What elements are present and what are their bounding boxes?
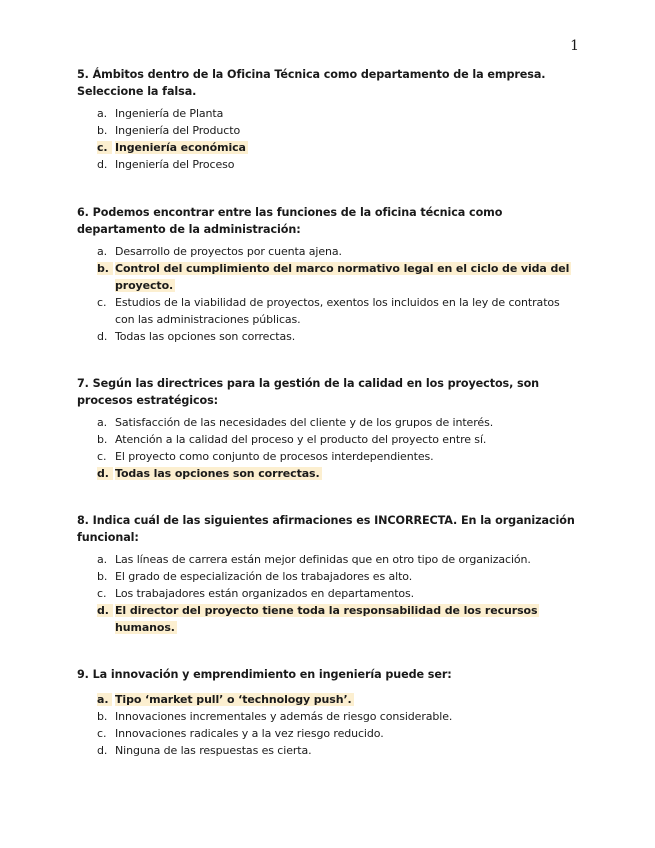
option-letter: d. bbox=[97, 158, 108, 171]
option-b bbox=[77, 708, 577, 725]
option-letter: b. bbox=[97, 570, 108, 583]
option-letter: b. bbox=[97, 124, 108, 137]
option-a bbox=[77, 551, 577, 568]
question-5 bbox=[77, 66, 577, 173]
option-c-correct bbox=[77, 139, 577, 156]
option-c bbox=[77, 294, 577, 328]
question-title: 7. Según las directrices para la gestión de la calidad en los proyectos, son procesos estratégicos: bbox=[77, 377, 540, 407]
answer-options bbox=[77, 691, 577, 759]
option-text: El grado de especialización de los trabajadores es alto. bbox=[115, 570, 413, 583]
option-d bbox=[77, 328, 577, 345]
option-text: Control del cumplimiento del marco normativo legal en el ciclo de vida del proyecto. bbox=[115, 262, 570, 292]
answer-options bbox=[77, 105, 577, 173]
option-d bbox=[77, 156, 577, 173]
question-7 bbox=[77, 375, 577, 482]
option-a-correct bbox=[77, 691, 577, 708]
question-title: 8. Indica cuál de las siguientes afirmaciones es INCORRECTA. En la organización funcional: bbox=[77, 514, 575, 544]
option-d bbox=[77, 742, 577, 759]
answer-options bbox=[77, 414, 577, 482]
option-c bbox=[77, 448, 577, 465]
option-text: Estudios de la viabilidad de proyectos, exentos los incluidos en la ley de contratos con las administraciones públicas. bbox=[115, 296, 560, 326]
option-letter: c. bbox=[77, 139, 115, 156]
question-title: 6. Podemos encontrar entre las funciones de la oficina técnica como departamento de la administración: bbox=[77, 206, 503, 236]
option-text: Los trabajadores están organizados en departamentos. bbox=[115, 587, 415, 600]
answer-options bbox=[77, 243, 577, 345]
option-text: Atención a la calidad del proceso y el producto del proyecto entre sí. bbox=[115, 433, 487, 446]
option-letter: c. bbox=[97, 587, 107, 600]
question-title: 5. Ámbitos dentro de la Oficina Técnica como departamento de la empresa. Seleccione la falsa. bbox=[77, 68, 546, 98]
page-number: 1 bbox=[570, 38, 579, 54]
option-letter: a. bbox=[97, 416, 108, 429]
option-letter: d. bbox=[77, 465, 115, 482]
option-c bbox=[77, 585, 577, 602]
option-text: Ninguna de las respuestas es cierta. bbox=[115, 744, 312, 757]
option-d-correct bbox=[77, 465, 577, 482]
option-text: Innovaciones incrementales y además de riesgo considerable. bbox=[115, 710, 453, 723]
option-b-correct bbox=[77, 260, 577, 294]
option-text: Ingeniería del Proceso bbox=[115, 158, 235, 171]
option-text: Ingeniería de Planta bbox=[115, 107, 224, 120]
option-text: Tipo ‘market pull’ o ‘technology push’. bbox=[115, 693, 352, 706]
option-letter: c. bbox=[97, 727, 107, 740]
question-title: 9. La innovación y emprendimiento en ingeniería puede ser: bbox=[77, 668, 452, 681]
answer-options bbox=[77, 551, 577, 636]
option-letter: d. bbox=[97, 744, 108, 757]
option-text: Las líneas de carrera están mejor definidas que en otro tipo de organización. bbox=[115, 553, 531, 566]
option-letter: c. bbox=[97, 296, 107, 309]
option-text: Todas las opciones son correctas. bbox=[115, 330, 296, 343]
option-letter: b. bbox=[97, 710, 108, 723]
option-letter: c. bbox=[97, 450, 107, 463]
question-9 bbox=[77, 666, 577, 759]
option-b bbox=[77, 568, 577, 585]
option-text: El director del proyecto tiene toda la responsabilidad de los recursos humanos. bbox=[115, 604, 538, 634]
option-b bbox=[77, 122, 577, 139]
option-letter: a. bbox=[77, 691, 115, 708]
option-text: Todas las opciones son correctas. bbox=[115, 467, 320, 480]
option-text: El proyecto como conjunto de procesos interdependientes. bbox=[115, 450, 434, 463]
option-letter: a. bbox=[97, 107, 108, 120]
option-a bbox=[77, 414, 577, 431]
option-d-correct bbox=[77, 602, 577, 636]
option-a bbox=[77, 105, 577, 122]
question-8 bbox=[77, 512, 577, 636]
option-letter: b. bbox=[97, 433, 108, 446]
option-text: Satisfacción de las necesidades del cliente y de los grupos de interés. bbox=[115, 416, 494, 429]
option-letter: b. bbox=[77, 260, 115, 294]
option-text: Innovaciones radicales y a la vez riesgo reducido. bbox=[115, 727, 384, 740]
option-a bbox=[77, 243, 577, 260]
option-text: Desarrollo de proyectos por cuenta ajena. bbox=[115, 245, 342, 258]
option-letter: a. bbox=[97, 245, 108, 258]
option-text: Ingeniería económica bbox=[115, 141, 246, 154]
option-c bbox=[77, 725, 577, 742]
option-letter: d. bbox=[97, 330, 108, 343]
option-letter: a. bbox=[97, 553, 108, 566]
option-letter: d. bbox=[77, 602, 115, 636]
question-6 bbox=[77, 204, 577, 345]
option-text: Ingeniería del Producto bbox=[115, 124, 241, 137]
option-b bbox=[77, 431, 577, 448]
